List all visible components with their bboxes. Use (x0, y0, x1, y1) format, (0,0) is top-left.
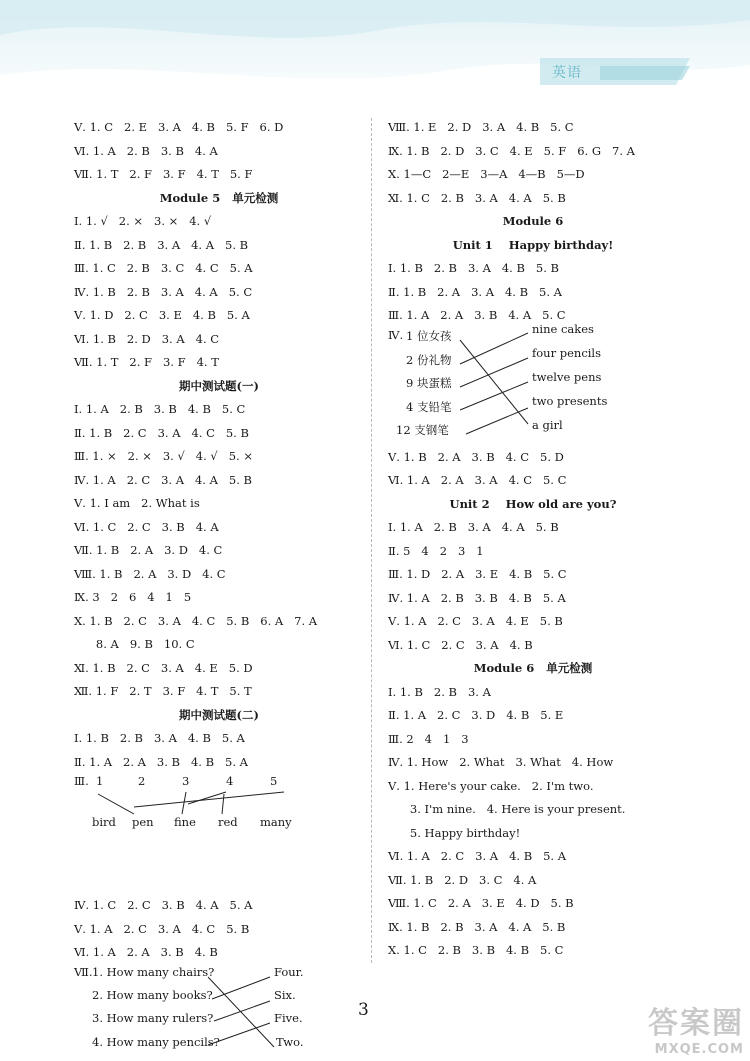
answer-line: Ⅱ. 1. A 2. C 3. D 4. B 5. E (388, 708, 564, 722)
answer-line: Ⅺ. 1. B 2. C 3. A 4. E 5. D (74, 660, 253, 675)
answer-line: Ⅴ. 1. A 2. C 3. A 4. C 5. B (74, 921, 250, 936)
answer-line: Ⅳ. 1. A 2. B 3. B 4. B 5. A (388, 590, 566, 605)
answer-line: 8. A 9. B 10. C (74, 637, 195, 651)
watermark-text: 答案圈 (648, 1006, 744, 1041)
answer-line: Ⅰ. 1. A 2. B 3. A 4. A 5. B (388, 520, 559, 534)
section-heading-module6: Module 6 (502, 214, 564, 228)
question-label: Ⅳ. (388, 327, 404, 342)
watermark-url: MXQE.COM (654, 1042, 744, 1057)
match-word: pen (132, 815, 154, 829)
match-line (222, 794, 224, 814)
match-chinese: 12 支钢笔 (396, 422, 449, 437)
match-chinese: 4 支铅笔 (406, 399, 452, 414)
match-line (460, 333, 528, 364)
answer-line: Ⅹ. 1. C 2. B 3. B 4. B 5. C (388, 943, 564, 957)
match-answer: Two. (276, 1034, 304, 1049)
answer-line: Ⅴ. 1. C 2. E 3. A 4. B 5. F 6. D (74, 120, 284, 134)
section-heading-module5: Module 5 单元检测 (159, 190, 279, 205)
right-column (388, 116, 678, 963)
answer-line: Ⅲ. 1. A 2. A 3. B 4. A 5. C (388, 308, 566, 322)
match-line (466, 408, 528, 434)
match-number: 1 (96, 774, 104, 788)
answer-line: Ⅱ. 1. B 2. A 3. A 4. B 5. A (388, 284, 562, 299)
answer-line: Ⅸ. 1. B 2. D 3. C 4. E 5. F 6. G 7. A (388, 143, 635, 158)
section-heading-midterm2: 期中测试题(二) (179, 707, 259, 722)
answer-line: Ⅵ. 1. A 2. A 3. B 4. B (74, 945, 218, 959)
answer-line: Ⅶ. 1. T 2. F 3. F 4. T 5. F (74, 167, 253, 181)
answer-line: Ⅲ. 1. C 2. B 3. C 4. C 5. A (74, 261, 253, 275)
match-word: many (260, 815, 292, 829)
match-number: 2 (138, 774, 146, 788)
answer-line: Ⅱ. 1. B 2. B 3. A 4. A 5. B (74, 237, 249, 252)
answer-line: Ⅷ. 1. E 2. D 3. A 4. B 5. C (388, 120, 574, 134)
answer-line: Ⅴ. 1. Here's your cake. 2. I'm two. (388, 778, 594, 793)
answer-line: Ⅷ. 1. C 2. A 3. E 4. D 5. B (388, 896, 574, 910)
answer-line: Ⅵ. 1. B 2. D 3. A 4. C (74, 331, 220, 346)
answer-line: 3. I'm nine. 4. Here is your present. (388, 802, 626, 816)
answer-line: Ⅵ. 1. A 2. B 3. B 4. A (74, 143, 218, 158)
match-question: 1. How many chairs? (92, 964, 215, 979)
answer-line: Ⅱ. 1. B 2. C 3. A 4. C 5. B (74, 425, 249, 440)
match-line (182, 792, 186, 814)
subject-label: 英语 (552, 65, 582, 81)
answer-line: Ⅷ. 1. B 2. A 3. D 4. C (74, 566, 226, 581)
match-number: 5 (270, 774, 278, 788)
answer-line: Ⅲ. 1. × 2. × 3. √ 4. √ 5. × (74, 449, 253, 463)
match-chinese: 9 块蛋糕 (406, 375, 452, 390)
answer-line: Ⅹ. 1. B 2. C 3. A 4. C 5. B 6. A 7. A (74, 613, 318, 628)
match-english: nine cakes (532, 321, 594, 336)
answer-line: Ⅱ. 5 4 2 3 1 (388, 543, 484, 558)
answer-line: Ⅶ. 1. T 2. F 3. F 4. T (74, 355, 219, 369)
match-line (460, 382, 528, 410)
answer-line: Ⅴ. 1. B 2. A 3. B 4. C 5. D (388, 449, 564, 464)
answer-line: Ⅵ. 1. A 2. C 3. A 4. B 5. A (388, 849, 567, 863)
match-question: 2. How many books? (92, 987, 213, 1002)
section-heading-unit1: Unit 1 Happy birthday! (452, 237, 614, 252)
matching-questions-to-answers (74, 965, 364, 1059)
match-line (460, 340, 528, 424)
section-heading-unit2: Unit 2 How old are you? (449, 496, 617, 511)
answer-line: Ⅲ. 1. D 2. A 3. E 4. B 5. C (388, 567, 567, 581)
answer-line: Ⅳ. 1. A 2. C 3. A 4. A 5. B (74, 472, 252, 487)
answer-line: Ⅸ. 1. B 2. B 3. A 4. A 5. B (388, 919, 566, 934)
match-word: bird (92, 815, 116, 829)
left-column (74, 116, 364, 1059)
question-label: Ⅲ. (74, 774, 89, 788)
question-label: Ⅶ. (74, 964, 93, 979)
match-question: 3. How many rulers? (92, 1010, 214, 1025)
match-line (134, 792, 284, 807)
page-number: 3 (358, 1000, 369, 1020)
answer-line: Ⅻ. 1. F 2. T 3. F 4. T 5. T (74, 684, 252, 698)
match-number: 4 (226, 774, 234, 788)
answer-line: Ⅵ. 1. A 2. A 3. A 4. C 5. C (388, 473, 567, 487)
match-english: a girl (532, 417, 563, 432)
answer-line: Ⅲ. 2 4 1 3 (388, 731, 469, 746)
match-answer: Four. (274, 964, 304, 979)
answer-line: Ⅺ. 1. C 2. B 3. A 4. A 5. B (388, 190, 566, 205)
answer-line: Ⅴ. 1. I am 2. What is (74, 496, 200, 510)
match-number: 3 (182, 774, 190, 788)
answer-line: Ⅰ. 1. B 2. B 3. A 4. B 5. B (388, 261, 559, 275)
answer-line: Ⅴ. 1. A 2. C 3. A 4. E 5. B (388, 614, 563, 628)
matching-numbers-to-words (74, 774, 364, 894)
watermark-logo (648, 998, 744, 1057)
match-answer: Six. (274, 987, 296, 1002)
match-word: red (218, 815, 238, 829)
section-heading-module6-test: Module 6 单元检测 (473, 661, 593, 675)
answer-line: Ⅰ. 1. B 2. B 3. A 4. B 5. A (74, 731, 245, 745)
answer-line: 5. Happy birthday! (388, 825, 521, 840)
match-line (98, 794, 134, 814)
section-heading-midterm1: 期中测试题(一) (179, 378, 259, 393)
answer-line: Ⅴ. 1. D 2. C 3. E 4. B 5. A (74, 308, 250, 322)
answer-line: Ⅵ. 1. C 2. C 3. B 4. A (74, 519, 219, 534)
header-banner (0, 0, 750, 110)
match-question: 4. How many pencils? (92, 1034, 220, 1049)
match-english: four pencils (532, 345, 602, 360)
answer-line: Ⅰ. 1. B 2. B 3. A (388, 684, 491, 699)
decorative-snow-background (0, 0, 750, 110)
answer-line: Ⅱ. 1. A 2. A 3. B 4. B 5. A (74, 754, 248, 769)
match-line (212, 977, 270, 999)
answer-line: Ⅳ. 1. C 2. C 3. B 4. A 5. A (74, 898, 253, 912)
answer-line: Ⅳ. 1. B 2. B 3. A 4. A 5. C (74, 284, 253, 299)
answer-line: Ⅰ. 1. √ 2. × 3. × 4. √ (74, 214, 212, 228)
match-chinese: 2 份礼物 (406, 352, 452, 367)
match-english: two presents (532, 393, 608, 408)
match-answer: Five. (274, 1010, 303, 1025)
answer-line: Ⅵ. 1. C 2. C 3. A 4. B (388, 637, 533, 652)
column-divider (371, 118, 372, 963)
match-english: twelve pens (532, 369, 602, 384)
match-line (214, 1001, 270, 1021)
match-chinese: 1 位女孩 (406, 328, 452, 343)
answer-line: Ⅶ. 1. B 2. D 3. C 4. A (388, 872, 537, 887)
answer-line: Ⅶ. 1. B 2. A 3. D 4. C (74, 543, 223, 557)
answer-line: Ⅳ. 1. How 2. What 3. What 4. How (388, 755, 614, 769)
answer-line: Ⅰ. 1. A 2. B 3. B 4. B 5. C (74, 402, 246, 416)
matching-chinese-to-english (388, 321, 678, 446)
match-word: fine (174, 815, 196, 829)
answer-line: Ⅸ. 3 2 6 4 1 5 (74, 590, 192, 604)
answer-line: Ⅹ. 1—C 2—E 3—A 4—B 5—D (388, 167, 585, 181)
